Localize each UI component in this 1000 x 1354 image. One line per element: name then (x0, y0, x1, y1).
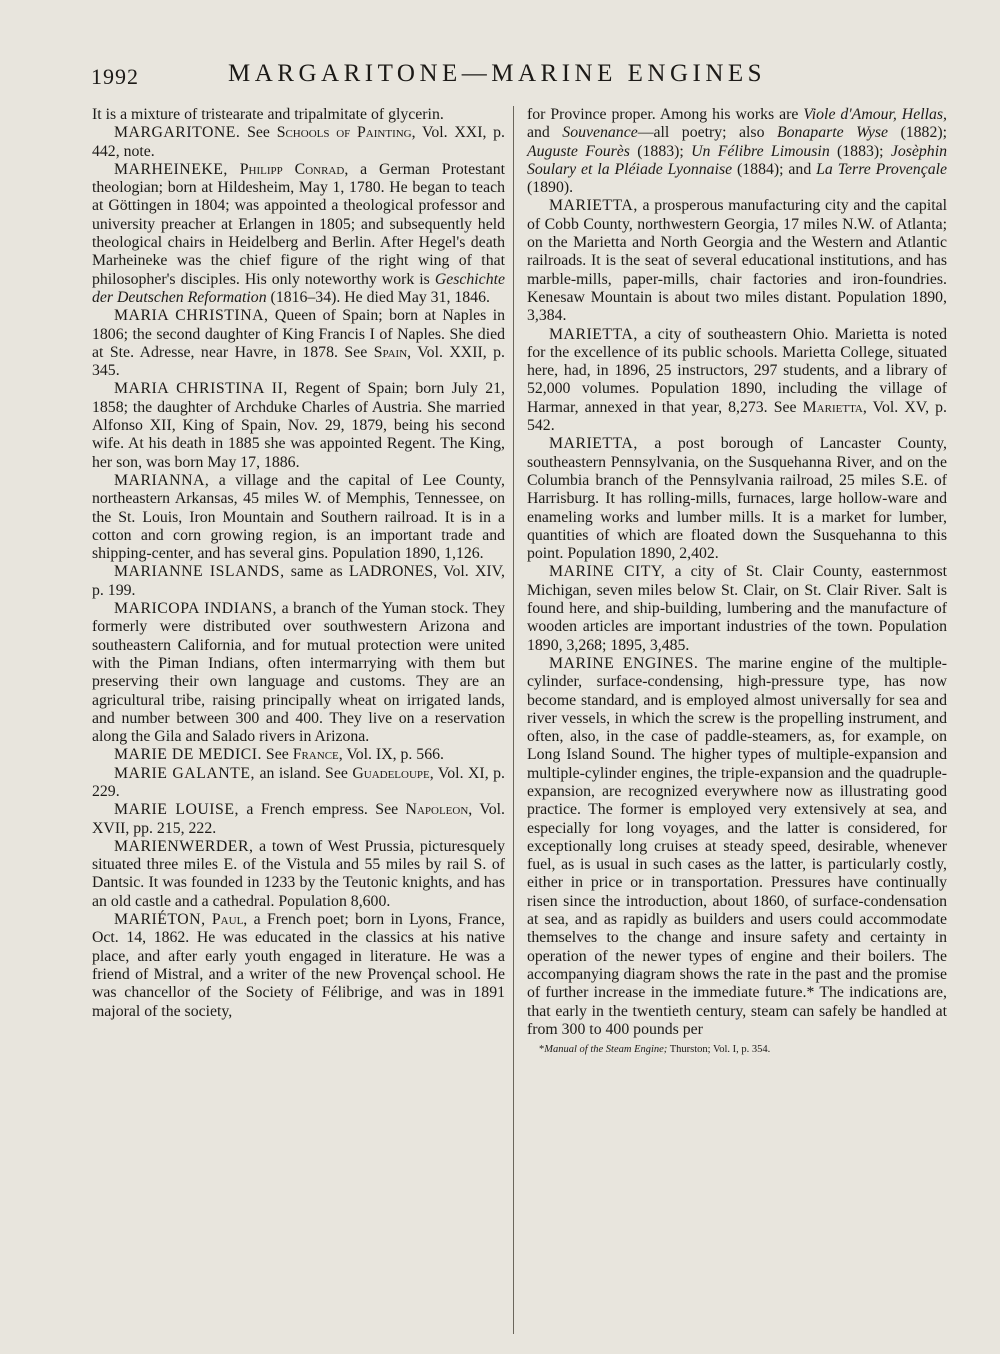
headword: MARHEINEKE, (114, 160, 228, 178)
text-run: for Province proper. Among his works are (527, 106, 804, 123)
headword: MARIE GALANTE, (114, 764, 255, 782)
text-run: a French empress. See (238, 801, 406, 819)
text-run: , Vol. XXI, p. 442, note. (92, 124, 505, 160)
text-run: a village and the capital of Lee County, northeastern Arkansas, 45 miles W. of Memphis, Tennessee, on the St. Louis, Iron Mountain and Southern railroad. It is in a cotton and corn growing region, is an important trade and shipping-center, and has several gins. Population 1890, 1,126. (92, 471, 505, 563)
text-run: , a French poet; born in Lyons, France, Oct. 14, 1862. He was educated in the classics at his native place, and after early youth engaged in literature. He was a friend of Mistral, and a writer of the new Provençal school. He was chancellor of the Society of Félibrige, and was in 1891 majoral of the society, (92, 911, 505, 1020)
left-column (92, 106, 505, 1021)
text-run: (1890). (527, 179, 574, 197)
text-run: Geschichte der Deutschen Reformation (92, 270, 505, 306)
text-run: a town of West Prussia, picturesquely situated three miles E. of the Vistula and 55 miles by rail S. of Dantsic. It was founded in 1233 by the Teutonic knights, and has an old castle and a cathedral. Population 8,600. (92, 837, 505, 910)
page-number: 1992 (91, 64, 139, 89)
text-run: a city of St. Clair County, easternmost Michigan, seven miles below St. Clair, on St. Clair River. Salt is found here, and ship-building, lumbering and the manufacture of wooden articles are important industries of the town. Population 1890, 3,268; 1895, 3,485. (527, 563, 947, 654)
text-run: (1884); and (732, 160, 817, 178)
entry-marietta-georgia (527, 197, 947, 325)
headword: MARIETTA, (549, 435, 638, 453)
text-run: The marine engine of the multiple-cylinder, surface-condensing, high-pressure type, has now become standard, and is employed almost universally for sea and river vessels, in which the screw is the propelling instrument, and often, also, in the case of paddle-steamers, as, for example, on Long Island Sound. The higher types of multiple-expansion and multiple-cylinder engines, the triple-expansion and the quadruple-expansion, are recognized everywhere now as illustrating good practice. The former is employed very extensively at sea, and especially for long voyages, and the latter is considered, for exceptionally long cruises at steady speed, desirable, whenever fuel, as is usual in such cases as the latter, is particularly costly, either in price or in transportation. Pressures have continually risen since the introduction, about 1860, of surface-condensation at sea, and as rapidly as builders and users could accommodate themselves to the change and insure safety and certainty in operation of the newer types of engine and their boilers. The accompanying diagram shows the rate in the past and the promise of further increase in the immediate future.* The indications are, that early in the twentieth century, steam can safely be handled at from 300 to 400 pounds per (527, 654, 947, 1038)
footnote (527, 1043, 947, 1056)
text-run: and (527, 124, 563, 142)
text-run: a post borough of Lancaster County, southeastern Pennsylvania, on the Susquehanna River, and on the Columbia branch of the Pennsylvania railroad, 25 miles S.E. of Harrisburg. It has rolling-mills, furnaces, large hollow-ware and enameling works and lumber mills. It is a market for lumber, quantities of which are floated down the Susquehanna to this point. Population 1890, 2,402. (527, 435, 947, 563)
headword: MARGARITONE. (114, 124, 241, 142)
entry-maricopa-indians (92, 600, 505, 746)
text-run: Souvenance (562, 124, 638, 142)
text-run: Schools of Painting (276, 124, 412, 142)
headword: MARICOPA INDIANS, (114, 600, 278, 618)
headword: MARIETTA, (549, 197, 638, 215)
text-run: —all poetry; also (637, 124, 777, 142)
text-run: Guadeloupe (352, 764, 430, 782)
text-run: Spain (373, 343, 408, 361)
entry-marine-city (527, 563, 947, 654)
text-run: Thurston; Vol. I, p. 354. (667, 1044, 771, 1056)
text-run: Viole d'Amour, Hellas, (803, 106, 948, 123)
text-run: * (539, 1044, 545, 1056)
entry-marie-galante (92, 765, 505, 802)
headword: MARIA CHRISTINA II, (114, 380, 288, 398)
column-rule (513, 106, 514, 1334)
text-run: a prosperous manufacturing city and the capital of Cobb County, northwestern Georgia, 17 miles N.W. of Atlanta; on the Marietta and North Georgia and the Western and Atlantic railroads. It is the seat of several educational institutions, and has marble-mills, paper-mills, chair factories and iron-foundries. Kenesaw Mountain is about two miles distant. Population 1890, 3,384. (527, 197, 947, 325)
entry-marie-louise (92, 801, 505, 838)
text-run: La Terre Provençale (816, 160, 947, 178)
text-run: (1816–34). He died May 31, 1846. (266, 288, 490, 306)
text-run: Marietta (802, 398, 863, 416)
text-run: (1882); (888, 124, 947, 142)
text-run: same as LADRONES, Vol. XIV, p. 199. (92, 563, 505, 599)
text-run: Bonaparte Wyse (776, 124, 889, 142)
text-run: , Vol. XV, p. 542. (527, 398, 947, 435)
text-run: See (261, 746, 293, 764)
text-run: , Vol. IX, p. 566. (338, 746, 444, 764)
entry-marietta-ohio (527, 326, 947, 436)
text-run: France (292, 746, 339, 764)
entry-continuation (92, 106, 505, 124)
text-run: (1883); (829, 142, 891, 160)
text-run: Paul (205, 911, 244, 929)
text-run: an island. See (254, 764, 353, 782)
headword: MARIETTA, (549, 325, 638, 343)
headword: MARIANNA, (114, 471, 210, 489)
entry-margaritone (92, 124, 505, 161)
headword: MARIENWERDER, (114, 837, 254, 855)
entry-marienwerder (92, 838, 505, 911)
headword: MARIA CHRISTINA, (114, 307, 269, 325)
headword: MARIE DE MEDICI. (114, 746, 262, 764)
text-run: , Vol. XVII, pp. 215, 222. (92, 801, 505, 837)
entry-marieton (92, 911, 505, 1021)
text-run: (1883); (629, 142, 692, 160)
entry-marianna (92, 472, 505, 563)
text-run: It is a mixture of tristearate and tripalmitate of glycerin. (92, 106, 444, 123)
text-run: Queen of Spain; born at Naples in 1806; the second daughter of King Francis I of Naples. She died at Ste. Adresse, near Havre, in 1878. See (92, 307, 505, 361)
headword: MARIANNE ISLANDS, (114, 563, 285, 581)
entry-marietta-pennsylvania (527, 435, 947, 563)
text-run: a city of southeastern Ohio. Marietta is noted for the excellence of its public schools. Marietta College, situated here, had, in 1896, 25 instructors, 297 students, and a library of 52,000 volumes. Population 1890, including the village of Harmar, annexed in that year, 8,273. See (527, 325, 947, 416)
headword: MARINE ENGINES. (549, 654, 699, 672)
text-run: Josèphin Soulary et la Pléiade Lyonnaise (527, 142, 947, 178)
text-run: , a German Protestant theologian; born at Hildesheim, May 1, 1780. He began to teach at Göttingen in 1804; was appointed a theological professor and university preacher at Erlangen in 1805; and subsequently held theological chairs in Heidelberg and Berlin. After Hegel's death Marheineke was the chief figure of the right wing of that philosopher's disciples. His only noteworthy work is (92, 160, 505, 288)
entry-maria-christina (92, 307, 505, 380)
text-run: See (240, 124, 277, 142)
text-run: , Vol. XXII, p. 345. (92, 343, 505, 380)
text-run: Philipp Conrad (227, 160, 345, 178)
headword: MARIÉTON, (114, 911, 206, 929)
text-run: , Vol. XI, p. 229. (92, 764, 505, 800)
text-run: a branch of the Yuman stock. They formerly were distributed over southwestern Arizona and southeastern California, and for mutual protection were united with the Piman Indians, often intermarrying with them but preserving their own language and customs. They are an agricultural tribe, raising principally wheat on irrigated lands, and number between 300 and 400. They live on a reservation along the Gila and Salado rivers in Arizona. (92, 600, 505, 746)
text-run: Auguste Fourès (527, 142, 630, 160)
text-run: Un Félibre Limousin (691, 142, 830, 160)
entry-maria-christina-ii (92, 380, 505, 471)
running-head: MARGARITONE—MARINE ENGINES (228, 60, 767, 87)
text-run: Manual of the Steam Engine; (544, 1044, 668, 1056)
entry-marine-engines (527, 655, 947, 1039)
entry-continuation (527, 106, 947, 197)
text-run: Napoleon (405, 801, 469, 819)
text-run: Regent of Spain; born July 21, 1858; the daughter of Archduke Charles of Austria. She married Alfonso XII, King of Spain, Nov. 29, 1879, being his second wife. At his death in 1885 she was appointed Regent. The King, her son, was born May 17, 1886. (92, 380, 505, 471)
entry-marie-de-medici (92, 746, 505, 764)
entry-marianne-islands (92, 563, 505, 600)
headword: MARIE LOUISE, (114, 801, 239, 819)
headword: MARINE CITY, (549, 563, 666, 581)
entry-marheineke (92, 161, 505, 307)
right-column (527, 106, 947, 1067)
